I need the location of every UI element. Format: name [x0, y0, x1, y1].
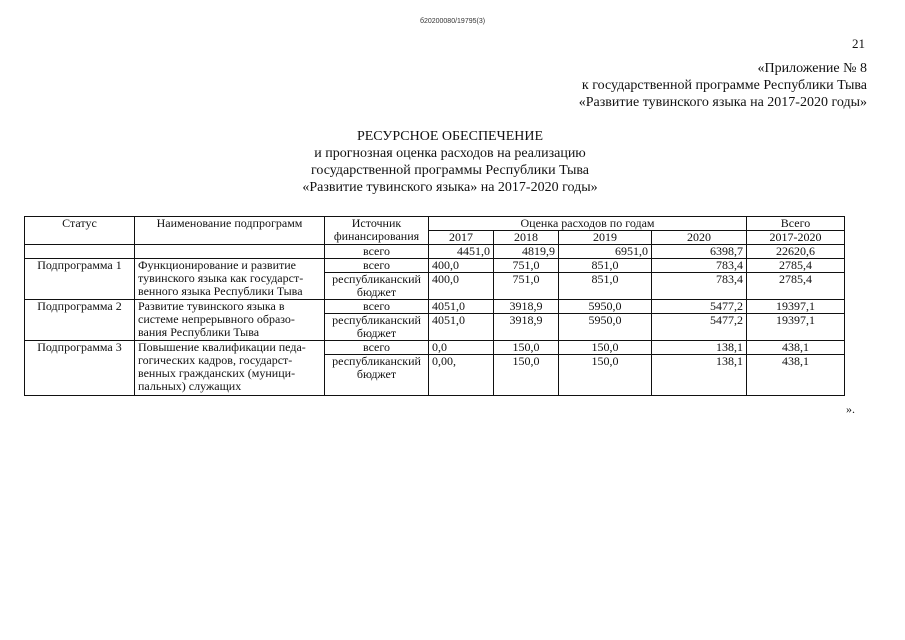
title-line-1: РЕСУРСНОЕ ОБЕСПЕЧЕНИЕ: [356, 129, 544, 144]
program-2-value: 5477,2: [652, 300, 747, 314]
header-status: Статус: [25, 217, 135, 231]
header-name-spacer: [135, 231, 325, 245]
program-3-name: Повышение квалификации педа-гогических кадров, государст-венных гражданских (муници-пальных) служащих: [135, 341, 325, 396]
summary-value: 4451,0: [429, 245, 494, 259]
program-3-budget-total: 438,1: [747, 355, 845, 396]
program-1-status: Подпрограмма 1: [25, 259, 135, 300]
summary-value: 6398,7: [652, 245, 747, 259]
program-3-value: 150,0: [494, 341, 559, 355]
program-2-source-budget: республиканский бюджет: [325, 314, 429, 341]
program-2-budget-value: 5477,2: [652, 314, 747, 341]
table-row: [25, 341, 845, 355]
program-3-budget-value: 150,0: [494, 355, 559, 396]
appendix-header: [579, 60, 867, 111]
header-year-2018: 2018: [494, 231, 559, 245]
header-row-1: [25, 217, 845, 231]
program-1-source-budget: республиканский бюджет: [325, 273, 429, 300]
program-3-total: 438,1: [747, 341, 845, 355]
appendix-line-2: к государственной программе Республики Тыва: [581, 78, 867, 93]
program-1-total: 2785,4: [747, 259, 845, 273]
program-2-value: 4051,0: [429, 300, 494, 314]
header-total-period: 2017-2020: [747, 231, 845, 245]
program-1-value: 783,4: [652, 259, 747, 273]
summary-status: [25, 245, 135, 259]
program-1-value: 851,0: [559, 259, 652, 273]
document-title: [210, 128, 690, 196]
header-row-2: [25, 231, 845, 245]
page-number: 21: [852, 36, 865, 51]
program-1-value: 400,0: [429, 259, 494, 273]
appendix-line-1: «Приложение № 8: [757, 61, 867, 76]
program-3-source-total: всего: [325, 341, 429, 355]
program-3-source-budget: республиканский бюджет: [325, 355, 429, 396]
program-2-budget-total: 19397,1: [747, 314, 845, 341]
table-row: [25, 300, 845, 314]
table-row: [25, 259, 845, 273]
title-line-3: государственной программы Республики Тыва: [311, 163, 589, 178]
header-total: Всего: [747, 217, 845, 231]
header-source: Источник финансирования: [325, 217, 429, 245]
program-3-value: 150,0: [559, 341, 652, 355]
summary-row: [25, 245, 845, 259]
title-line-4: «Развитие тувинского языка» на 2017-2020 годы»: [302, 180, 598, 195]
program-2-source-total: всего: [325, 300, 429, 314]
program-1-budget-total: 2785,4: [747, 273, 845, 300]
closing-quote-mark: ».: [846, 402, 855, 416]
program-1-budget-value: 751,0: [494, 273, 559, 300]
program-2-value: 3918,9: [494, 300, 559, 314]
program-2-budget-value: 5950,0: [559, 314, 652, 341]
header-year-2017: 2017: [429, 231, 494, 245]
resource-table: [24, 216, 845, 396]
program-1-source-total: всего: [325, 259, 429, 273]
program-3-value: 0,0: [429, 341, 494, 355]
summary-source: всего: [325, 245, 429, 259]
program-3-budget-value: 150,0: [559, 355, 652, 396]
program-3-budget-value: 0,00,: [429, 355, 494, 396]
title-line-2: и прогнозная оценка расходов на реализацию: [314, 146, 586, 161]
summary-name: [135, 245, 325, 259]
program-1-budget-value: 851,0: [559, 273, 652, 300]
header-status-spacer: [25, 231, 135, 245]
header-estimate: Оценка расходов по годам: [429, 217, 747, 231]
program-2-budget-value: 4051,0: [429, 314, 494, 341]
document-id: б20200080/19795(3): [419, 18, 486, 25]
program-1-value: 751,0: [494, 259, 559, 273]
summary-value: 4819,9: [494, 245, 559, 259]
header-year-2019: 2019: [559, 231, 652, 245]
program-2-value: 5950,0: [559, 300, 652, 314]
program-1-name: Функционирование и развитие тувинского языка как государст-венного языка Республики Тыва: [135, 259, 325, 300]
program-2-total: 19397,1: [747, 300, 845, 314]
program-2-status: Подпрограмма 2: [25, 300, 135, 341]
summary-value: 6951,0: [559, 245, 652, 259]
program-3-budget-value: 138,1: [652, 355, 747, 396]
program-3-value: 138,1: [652, 341, 747, 355]
header-year-2020: 2020: [652, 231, 747, 245]
program-1-budget-value: 400,0: [429, 273, 494, 300]
program-1-budget-value: 783,4: [652, 273, 747, 300]
program-3-status: Подпрограмма 3: [25, 341, 135, 396]
header-name: Наименование подпрограмм: [135, 217, 325, 231]
program-2-budget-value: 3918,9: [494, 314, 559, 341]
program-2-name: Развитие тувинского языка в системе непрерывного образо-вания Республики Тыва: [135, 300, 325, 341]
appendix-line-3: «Развитие тувинского языка на 2017-2020 годы»: [578, 95, 867, 110]
summary-total: 22620,6: [747, 245, 845, 259]
